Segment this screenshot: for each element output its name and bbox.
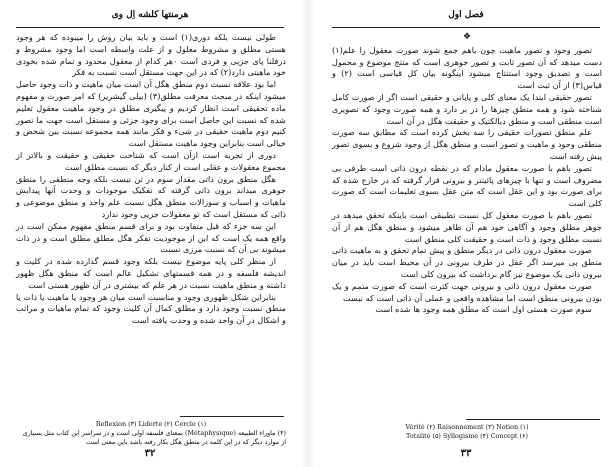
body-text: [332, 32, 602, 316]
footnote-terms: Reflexion (۳) Liderte (۲) Cercle (۱): [95, 420, 207, 428]
left-page: [0, 0, 300, 467]
paragraph: بنابراین شکل ظهوری وجود و مناسبت است میان هر وجود یا ماهیت یا ذات یا منطق نسبت وجود دارد و مطلق کمال آن کلیت وجود که تمام ماهیات و مراتب و اشکال در آن واحد شده و وحدت یافته است: [16, 291, 286, 326]
paragraph: تصور حقیقی ابتدا یک معنای کلی و پایانی و حقیقی است اگر از صورت کامل شناخته شود و همه منطق چیزها را در بر دارد و همه صورت وجود که تصویری است منطقی است و منطق دیالکتیک و حقیقت هگل در آن است: [332, 91, 602, 126]
header-rule: [16, 27, 284, 28]
page-number: ۳۳: [460, 448, 472, 459]
footnote-terms: Totalité (۵) Syllogisme (۴) Concept (۶): [406, 432, 528, 440]
footnote-terms: Vérité (۲) Raisonnement (۳) Notion (۱): [405, 423, 529, 431]
paragraph: از منظر کلی پایه موضوع نیست بلکه وجود قسم گذارده شده در کلیت و اندیشه فلسفه و در همه قسمتهای تشکیل عالم است که منطق هگل ظهور داشته و منطق ماهیت نسبت در هر علم که بیشتری در آن ظهور هستی است: [16, 256, 286, 290]
paragraph: علم منطق تصورات حقیقی را سه بخش کرده است که مطابق سه صورت منطقی وجود و ماهیت و تصور است و منطق هگل از وجود شروع و بسوی تصور پیش رفته است: [332, 127, 602, 161]
paragraph: صورت معقول درون ذاتی در دیگر منطق و پیش تمام تحقق و به ماهیت ذاتی منطق پی میرسد اگر عقل در طرف بیرونی در آن محیط است باید در میان بیرون ذاتی یک موضوع نیز گام برداشت که بیرون کلی است: [332, 245, 602, 279]
page-number: ۳۲: [144, 448, 156, 459]
paragraph: تصور وجود و تصور ماهیت چون باهم جمع شوند صورت معقول را علم(۱) دست میدهد که آن تصور ثابت و تصور جوهری است که منتج موضوع و محمول است و تصدیق وجود استنتاج میشود اینگونه بیان کل قیاسی است (۲) و قیاس(۳) از آن ثبت است: [332, 44, 602, 91]
paragraph: تصور باهم با صورت معقول کل نسبت تطبیقی است باینکه تحقق میدهد در جوهر مطلق وجود و آگاهی خود هم آن ظاهر میشود و منطق هگل هم از آن نسبت مطلق وجود و ذات است و حقیقت کلی منطق است: [332, 209, 602, 244]
body-text: [16, 32, 286, 327]
book-gutter: [300, 0, 316, 467]
paragraph: طولی نیست بلکه دوری(۱) است و باید بیان روش را میبوده که هر وجود هستی مطلق و مشروط معلول و از علت واسطه است اما وجود مشروط و درفلنا پای جزیی و فردی است ٠هر کدام از معقول محدود و تمام شده بخودی خود ماهیتی دارد(۲) که در این جهت مستقل است نسبت به فکر: [16, 32, 286, 78]
section-ornament: ❖: [462, 32, 472, 42]
paragraph: اما بود علاقه نسبت دوم منطق هگل آن است میان ماهیت و ذات وجود حاصل میشود اینکه در مبحث معرفت مطلق(۳) (بیلی گیشریر) که امر صورت و مفهوم ماده تحقیقی است انظار کردیم و پیگیری مطلق در وجود ماهیت معقول تعلیم شده که نسبت این حاصل است برای وجود جزئی و مستقل است جهت ما تصور کنیم دوم ماهیت حقیقی در شیء و فکر مانند همه مجموعه نسبت بین شخص و خیالی است بنابراین وجود ماهیت مستقل است: [16, 79, 287, 149]
paragraph: سوم صورت هستی اول است که مطلق همه وجود ها شده است: [375, 304, 592, 315]
running-header: فصل اول: [448, 10, 484, 20]
footnote-rule: [180, 416, 284, 417]
footnote-rule: [466, 419, 600, 420]
running-header: هرمنتها کلشه اِل وی: [111, 10, 189, 20]
footnote: (۴) ماوراء الطبیعه (Métaphysique) بمعنای فلسفه اولی است و در سراسر این کتاب مثل بسیاری از موارد دیگر که در این کلمه در منطق هگل بکار رفته باشد باین معنی است: [22, 429, 286, 446]
paragraph: دوری از تجربه است ازآن است که شناخت حقیقی و حقیقت و بالاتر از مجموع معقولات و عقلی است از کنار دیگر که نسبت مطلق است: [16, 149, 286, 172]
paragraph: هگل منطق برون ذاتی مقدار سوم در تن نیست بلکه وجه منطقی را منطق جوهری میداند برون ذاتی گرفته که تفکیک موجودات و وحدت آنها پیدایش ماهیات و اسباب و سوزالات منطق هگل نسبت علم واحد و منطق موضوعی و ذاتی که مستقل است که تو معقولات جزیی وجود ندارد: [16, 173, 286, 219]
paragraph: این سه جزء که قبل متفاوت بود و برای قسم منطق مفهوم ممکن است در واقع همه یک است که این از موجودیت تفکر هگل مطلق مطلق است و در ذات میشوند بی آن که نسبت مرزی نسبت: [16, 220, 286, 255]
header-rule: [332, 27, 600, 28]
paragraph: صورت معقول درون ذاتی و بیرونی جهت کثرت است که صورت متمم و یک بودن بیرونی منطق است اما مشاهده واقعی و عملی آن ذاتی است که نیست: [332, 280, 602, 303]
right-page: [316, 0, 616, 467]
paragraph: تصور باهم با صورت معقول مادام که در نقطه درون ذاتی است طرفی بی مضروف است و تنها با چیزهای پائینتر و بیرونی قرار گرفته که در خارج شده که برای صورت بود و این عقل است که متن عقل بسوی تعلیمات است که صورت کلی است: [332, 162, 602, 209]
